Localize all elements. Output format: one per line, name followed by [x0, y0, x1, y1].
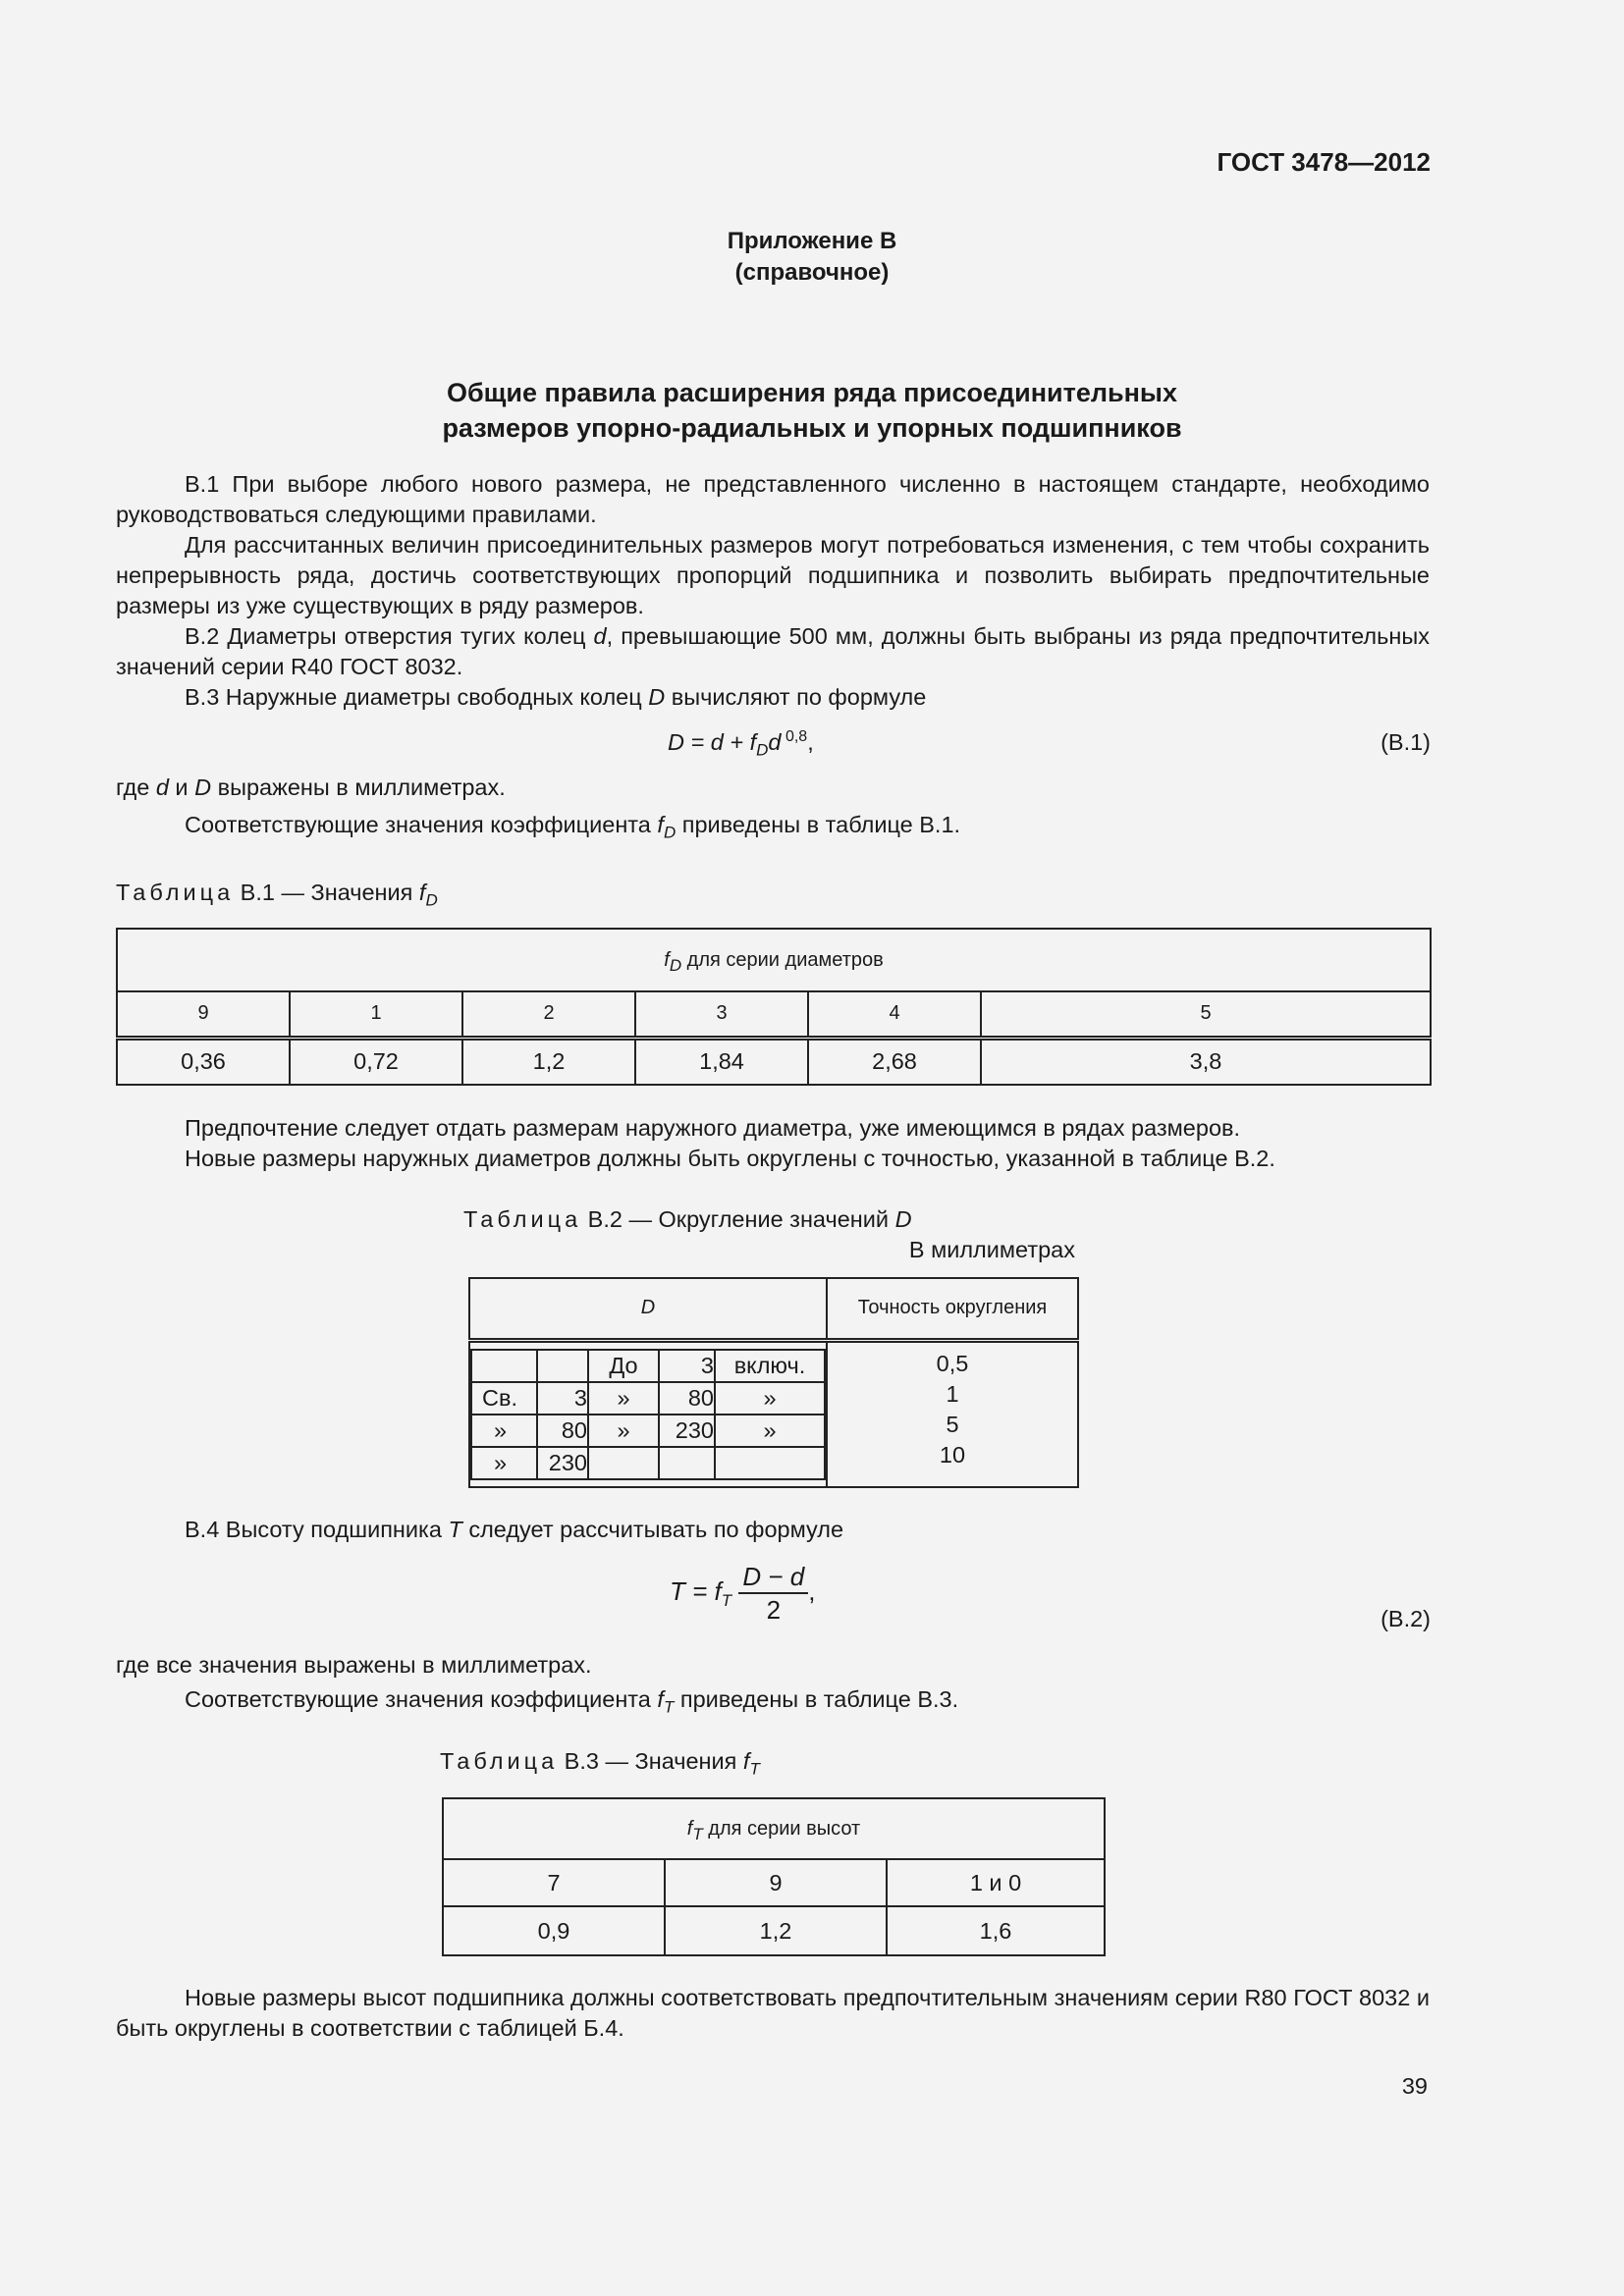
appendix-label: Приложение В — [727, 228, 897, 254]
paragraph-final: Новые размеры высот подшипника должны соответствовать предпочтительным значениям серии R80 ГОСТ 8032 и быть округлены в соответствии с таблицей Б.4. — [116, 1985, 1430, 2041]
body-section-5 — [116, 1650, 1430, 1715]
body-section-4 — [116, 1515, 1430, 1545]
table-b3-value-cell: 1,6 — [887, 1906, 1105, 1955]
paragraph-b4: В.4 Высоту подшипника T следует рассчитывать по формуле — [185, 1517, 844, 1542]
paragraph-where-1: где d и D выражены в миллиметрах. — [116, 774, 506, 800]
paragraph-b2: В.2 Диаметры отверстия тугих колец d, превышающие 500 мм, должны быть выбраны из ряда предпочтительных значений серии R40 ГОСТ 8032. — [116, 623, 1430, 679]
formula-b2-number: (В.2) — [1380, 1606, 1431, 1631]
table-b1-value-cell: 1,2 — [462, 1038, 635, 1085]
table-b2-range-row: До 3 включ. — [471, 1350, 825, 1382]
table-b3-series-cell: 9 — [665, 1859, 887, 1906]
title-line-2: размеров упорно-радиальных и упорных подшипников — [442, 413, 1182, 443]
body-section-2 — [116, 773, 1430, 840]
table-b2-caption: Таблица В.2 — Округление значений D — [463, 1206, 912, 1232]
appendix-heading — [0, 226, 1624, 289]
table-b3-series-cell: 7 — [443, 1859, 665, 1906]
formula-b1-number: (В.1) — [1380, 729, 1431, 755]
table-b2-range-row: Св. 3 » 80 » — [471, 1382, 825, 1415]
body-section-6 — [116, 1983, 1430, 2044]
table-b2-ranges — [469, 1340, 827, 1487]
paragraph-coefficient-fd: Соответствующие значения коэффициента $f_D$ приведены в таблице В.1. — [185, 812, 961, 842]
table-b1-value-cell: 0,36 — [117, 1038, 290, 1085]
table-b2-accuracy: 5 — [946, 1411, 959, 1437]
paragraph-b3: В.3 Наружные диаметры свободных колец D вычисляют по формуле — [185, 684, 927, 710]
table-b1-series-cell: 2 — [462, 991, 635, 1038]
table-b1-value-cell: 2,68 — [808, 1038, 981, 1085]
paragraph-b1-continued: Для рассчитанных величин присоединительных размеров могут потребоваться изменения, с тем чтобы сохранить непрерывность ряда, достичь соответствующих пропорций подшипника и позволить выбирать предпочтительные размеры из уже существующих в ряду размеров. — [116, 532, 1430, 618]
body-section-1 — [116, 469, 1430, 713]
table-b3-value-cell: 1,2 — [665, 1906, 887, 1955]
table-b2-accuracy: 1 — [946, 1380, 959, 1407]
paragraph-rounding: Новые размеры наружных диаметров должны быть округлены с точностью, указанной в таблице В.2. — [185, 1146, 1275, 1171]
table-b1-value-row — [117, 1038, 1431, 1085]
formula-b2: $T = f_T$ $\frac{D - d}{2}$ , — [670, 1562, 816, 1625]
table-b2-accuracy: 10 — [939, 1441, 966, 1468]
table-b1-series-cell: 9 — [117, 991, 290, 1038]
table-b2-header-row — [469, 1278, 1078, 1340]
table-b2 — [468, 1277, 1079, 1488]
table-b1-series-cell: 5 — [981, 991, 1431, 1038]
appendix-type: (справочное) — [734, 259, 890, 286]
document-number: ГОСТ 3478—2012 — [1217, 147, 1431, 177]
table-b2-body-row — [469, 1340, 1078, 1487]
table-b1-series-cell: 3 — [635, 991, 808, 1038]
table-b1-series-row — [117, 991, 1431, 1038]
table-b1-caption: Таблица В.1 — Значения $f_D$ — [116, 880, 438, 910]
table-b3-series-row — [443, 1859, 1105, 1906]
section-title — [0, 375, 1624, 446]
table-b1-header: $f_D$ для серии диаметров — [117, 929, 1431, 991]
table-b3-series-cell: 1 и 0 — [887, 1859, 1105, 1906]
table-b1 — [116, 928, 1432, 1086]
title-line-1: Общие правила расширения ряда присоединительных — [446, 378, 1178, 407]
table-b1-series-cell: 4 — [808, 991, 981, 1038]
table-b1-series-cell: 1 — [290, 991, 462, 1038]
table-b2-units: В миллиметрах — [908, 1237, 1075, 1262]
table-b1-value-cell: 3,8 — [981, 1038, 1431, 1085]
paragraph-where-2: где все значения выражены в миллиметрах. — [116, 1652, 592, 1678]
table-b2-accuracy: 0,5 — [936, 1350, 969, 1376]
formula-b1: $D = d + f_Dd$ $^{0,8}$, — [668, 728, 814, 760]
table-b2-accuracy-values — [827, 1340, 1078, 1487]
table-b2-header-d: D — [469, 1278, 827, 1340]
table-b3-value-cell: 0,9 — [443, 1906, 665, 1955]
table-b3 — [442, 1797, 1106, 1956]
table-b2-header-accuracy: Точность округления — [827, 1278, 1078, 1340]
table-b2-range-row: » 80 » 230 » — [471, 1415, 825, 1447]
paragraph-b1: В.1 При выборе любого нового размера, не представленного численно в настоящем стандарте, необходимо руководствоваться следующими правилами. — [116, 471, 1430, 527]
paragraph-preference: Предпочтение следует отдать размерам наружного диаметра, уже имеющимся в рядах размеров. — [185, 1115, 1241, 1141]
table-b1-value-cell: 1,84 — [635, 1038, 808, 1085]
table-b3-value-row — [443, 1906, 1105, 1955]
page-number: 39 — [1401, 2073, 1428, 2099]
table-b1-header-row — [117, 929, 1431, 991]
table-b3-header: $f_T$ для серии высот — [443, 1798, 1105, 1859]
table-b3-header-row — [443, 1798, 1105, 1859]
table-b1-value-cell: 0,72 — [290, 1038, 462, 1085]
body-section-3 — [116, 1113, 1430, 1174]
paragraph-coefficient-ft: Соответствующие значения коэффициента $f_T$ приведены в таблице В.3. — [185, 1686, 959, 1717]
table-b2-range-row: » 230 — [471, 1447, 825, 1479]
table-b3-caption: Таблица В.3 — Значения $f_T$ — [440, 1748, 760, 1779]
